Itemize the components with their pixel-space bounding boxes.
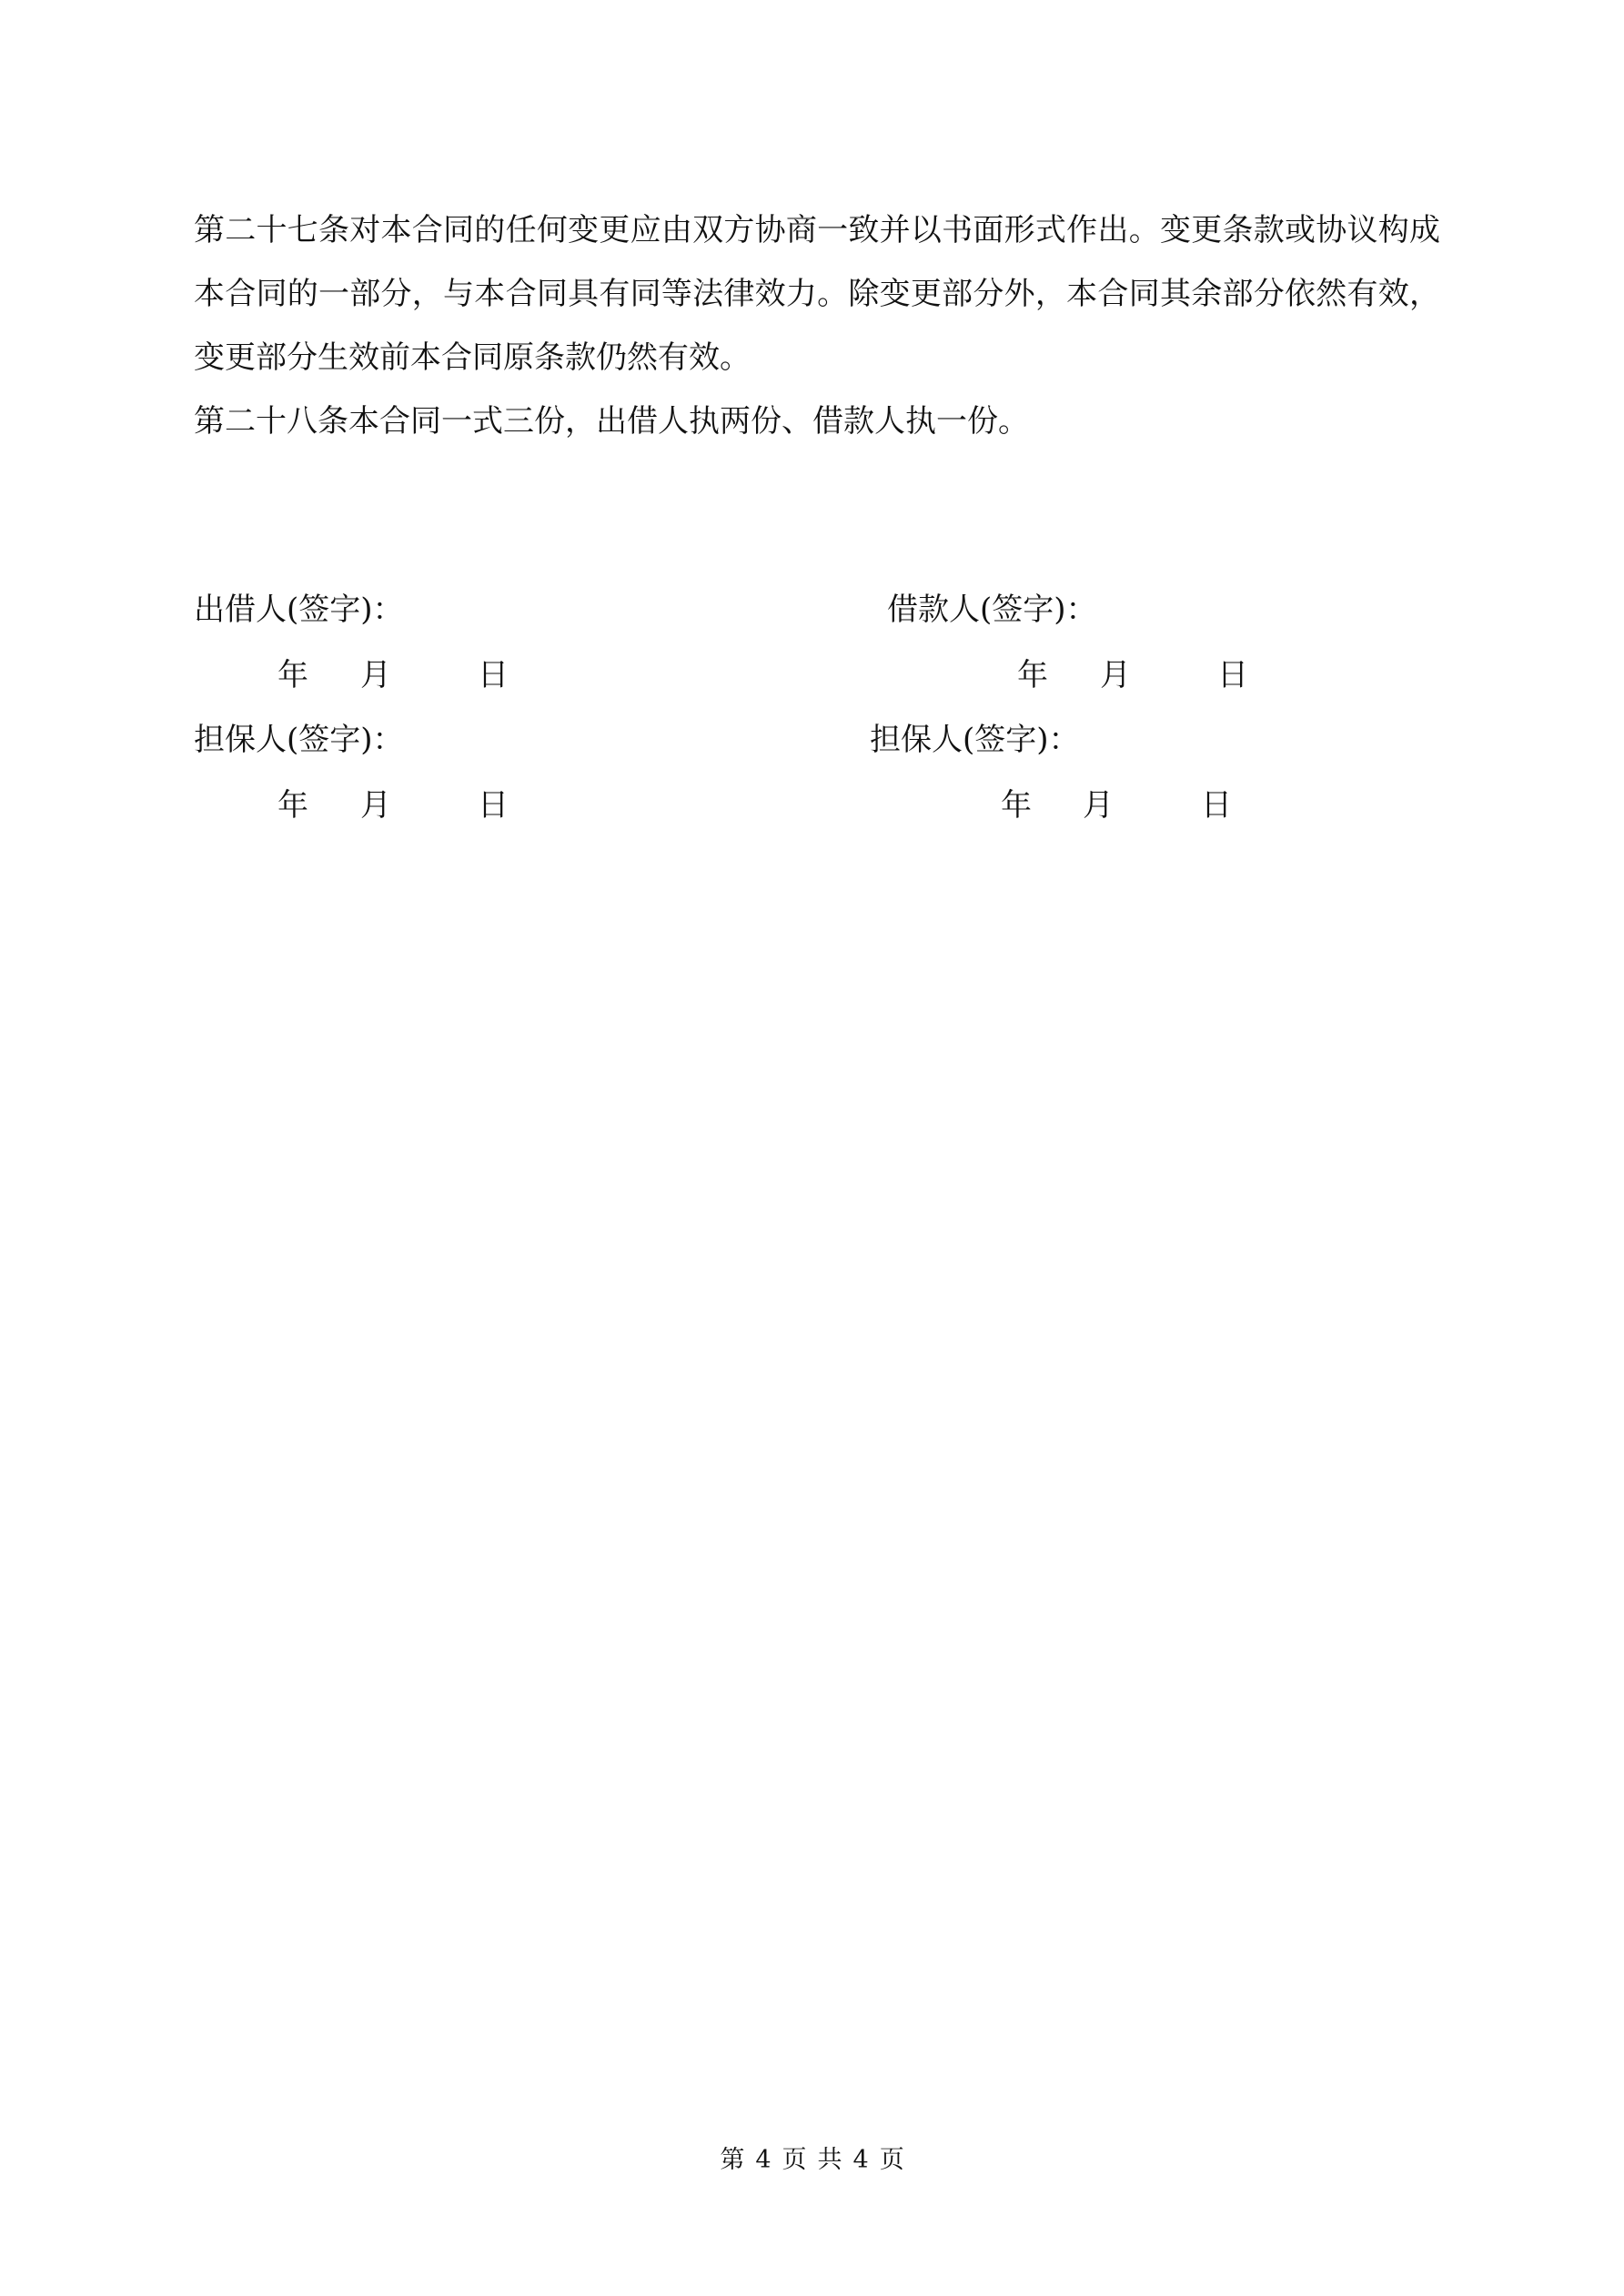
lender-date-year: 年 <box>277 657 308 693</box>
article-28: 第二十八条本合同一式三份，出借人执两份、借款人执一份。 <box>194 403 1029 440</box>
borrower-date-month: 月 <box>1100 657 1131 693</box>
contract-body <box>194 198 1440 453</box>
borrower-date-day: 日 <box>1217 657 1248 693</box>
guarantor-right-date-month: 月 <box>1083 787 1114 824</box>
page-footer <box>0 2144 1624 2177</box>
article-27: 第二十七条对本合同的任何变更应由双方协商一致并以书面形式作出。变更条款或协议构成本合同的一部分，与本合同具有同等法律效力。除变更部分外，本合同其余部分依然有效，变更部分生效前本合同原条款仍然有效。 <box>194 212 1440 376</box>
lender-signature-label: 出借人(签字)： <box>194 592 404 628</box>
guarantor-right-date-day: 日 <box>1201 787 1232 824</box>
footer-total-unit: 页 <box>879 2146 904 2174</box>
lender-date-month: 月 <box>360 657 391 693</box>
guarantor-right-date-year: 年 <box>1001 787 1032 824</box>
borrower-date-year: 年 <box>1017 657 1048 693</box>
guarantor-left-date-month: 月 <box>360 787 391 824</box>
guarantor-left-signature-label: 担保人(签字)： <box>194 722 404 758</box>
footer-page-unit: 页 <box>782 2146 807 2174</box>
guarantor-right-signature-label: 担保人(签字)： <box>870 722 1080 758</box>
lender-date-day: 日 <box>478 657 509 693</box>
guarantor-left-date-year: 年 <box>277 787 308 824</box>
guarantor-left-date-day: 日 <box>478 787 509 824</box>
footer-total-prefix: 共 <box>817 2146 842 2174</box>
footer-prefix: 第 <box>720 2146 745 2174</box>
borrower-signature-label: 借款人(签字)： <box>887 592 1097 628</box>
footer-total-pages: 4 <box>852 2146 869 2174</box>
footer-page-number: 4 <box>755 2146 772 2174</box>
